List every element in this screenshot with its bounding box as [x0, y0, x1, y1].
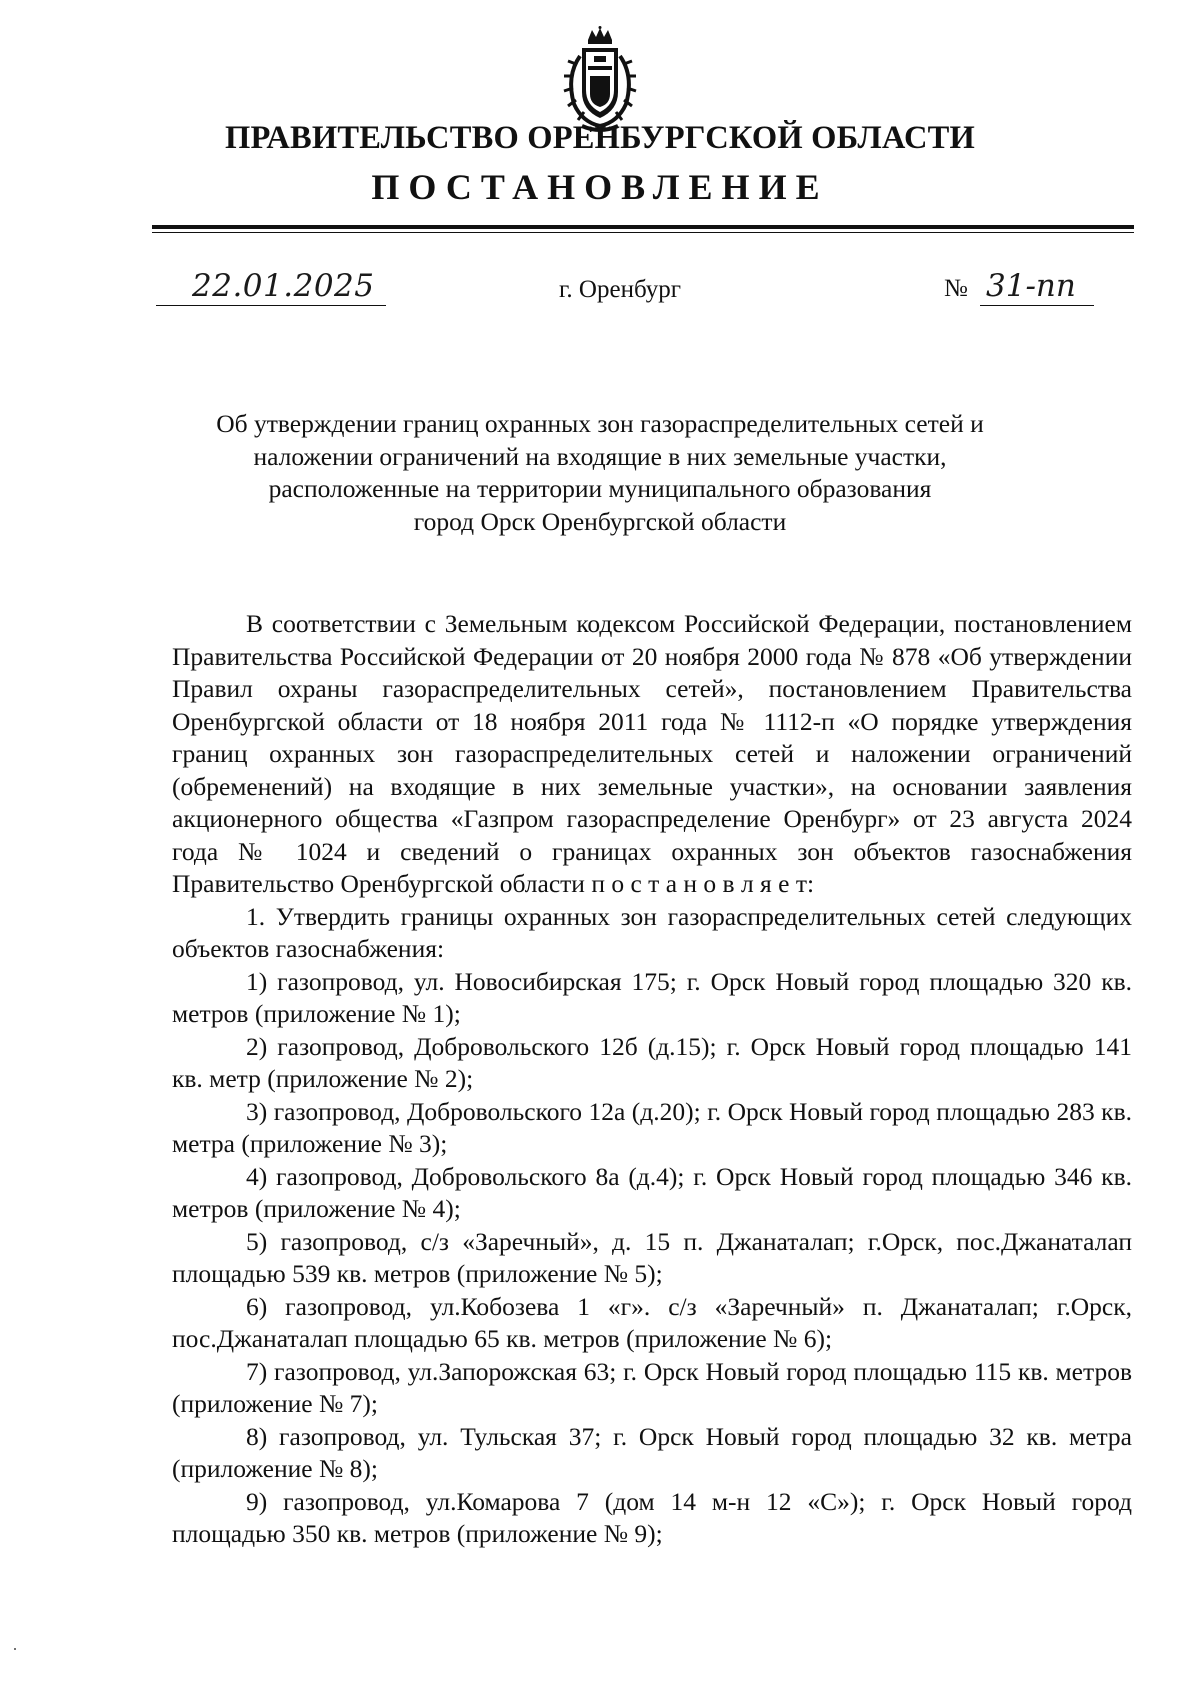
- list-item: 2) газопровод, Добровольского 12б (д.15); г. Орск Новый город площадью 141 кв. метр (приложение № 2);: [172, 1031, 1132, 1093]
- header-divider-thin: [152, 232, 1134, 233]
- preamble-paragraph: В соответствии с Земельным кодексом Российской Федерации, постановлением Правительства Российской Федерации от 20 ноября 2000 года № 878 «Об утверждении Правил охраны газораспределительных сетей», постановлением Правительства Оренбургской области от 18 ноября 2011 года № 1112-п «О порядке утверждения границ охранных зон газораспределительных сетей и наложении ограничений (обременений) на входящие в них земельные участки», на основании заявления акционерного общества «Газпром газораспределение Оренбург» от 23 августа 2024 года № 1024 и сведений о границах охранных зон объектов газоснабжения Правительство Оренбургской области п о с т а н о в л я е т:: [172, 609, 1132, 898]
- list-item: 5) газопровод, с/з «Заречный», д. 15 п. Джанаталап; г.Орск, пос.Джанаталап площадью 539 кв. метров (приложение № 5);: [172, 1226, 1132, 1288]
- list-item: 1) газопровод, ул. Новосибирская 175; г. Орск Новый город площадью 320 кв. метров (приложение № 1);: [172, 966, 1132, 1028]
- list-item: 8) газопровод, ул. Тульская 37; г. Орск Новый город площадью 32 кв. метра (приложение № 8);: [172, 1421, 1132, 1483]
- list-item: 3) газопровод, Добровольского 12а (д.20); г. Орск Новый город площадью 283 кв. метра (приложение № 3);: [172, 1096, 1132, 1158]
- list-item: 7) газопровод, ул.Запорожская 63; г. Орск Новый город площадью 115 кв. метров (приложение № 7);: [172, 1356, 1132, 1418]
- subject-line: расположенные на территории муниципального образования: [268, 474, 932, 504]
- clause-1: 1. Утвердить границы охранных зон газораспределительных сетей следующих объектов газоснабжения:: [172, 901, 1132, 963]
- subject-line: город Орск Оренбургской области: [413, 507, 787, 537]
- document-subject: [0, 408, 1200, 539]
- list-item: 4) газопровод, Добровольского 8а (д.4); г. Орск Новый город площадью 346 кв. метров (приложение № 4);: [172, 1161, 1132, 1223]
- list-item: 9) газопровод, ул.Комарова 7 (дом 14 м-н 12 «С»); г. Орск Новый город площадью 350 кв. метров (приложение № 9);: [172, 1486, 1132, 1548]
- subject-line: наложении ограничений на входящие в них земельные участки,: [253, 441, 947, 471]
- coat-of-arms-icon: [552, 26, 648, 134]
- date-field: [156, 268, 386, 306]
- header-divider-thick: [152, 225, 1134, 229]
- handwritten-date: 22.01.2025: [192, 268, 375, 304]
- handwritten-number: 31-пп: [986, 268, 1076, 304]
- number-underline: [980, 305, 1094, 306]
- subject-line: Об утверждении границ охранных зон газораспределительных сетей и: [216, 409, 984, 438]
- number-sign: №: [944, 275, 968, 302]
- scan-speck: [14, 1648, 16, 1650]
- list-item: 6) газопровод, ул.Кобозева 1 «г». с/з «Заречный» п. Джанаталап; г.Орск, пос.Джанаталап площадью 65 кв. метров (приложение № 6);: [172, 1291, 1132, 1353]
- organization-name: ПРАВИТЕЛЬСТВО ОРЕНБУРГСКОЙ ОБЛАСТИ: [225, 120, 975, 156]
- document-type: ПОСТАНОВЛЕНИЕ: [371, 167, 829, 207]
- city-label: г. Оренбург: [559, 276, 681, 303]
- date-underline: [156, 305, 386, 306]
- number-field: [944, 268, 1094, 306]
- document-body: [172, 608, 1132, 1551]
